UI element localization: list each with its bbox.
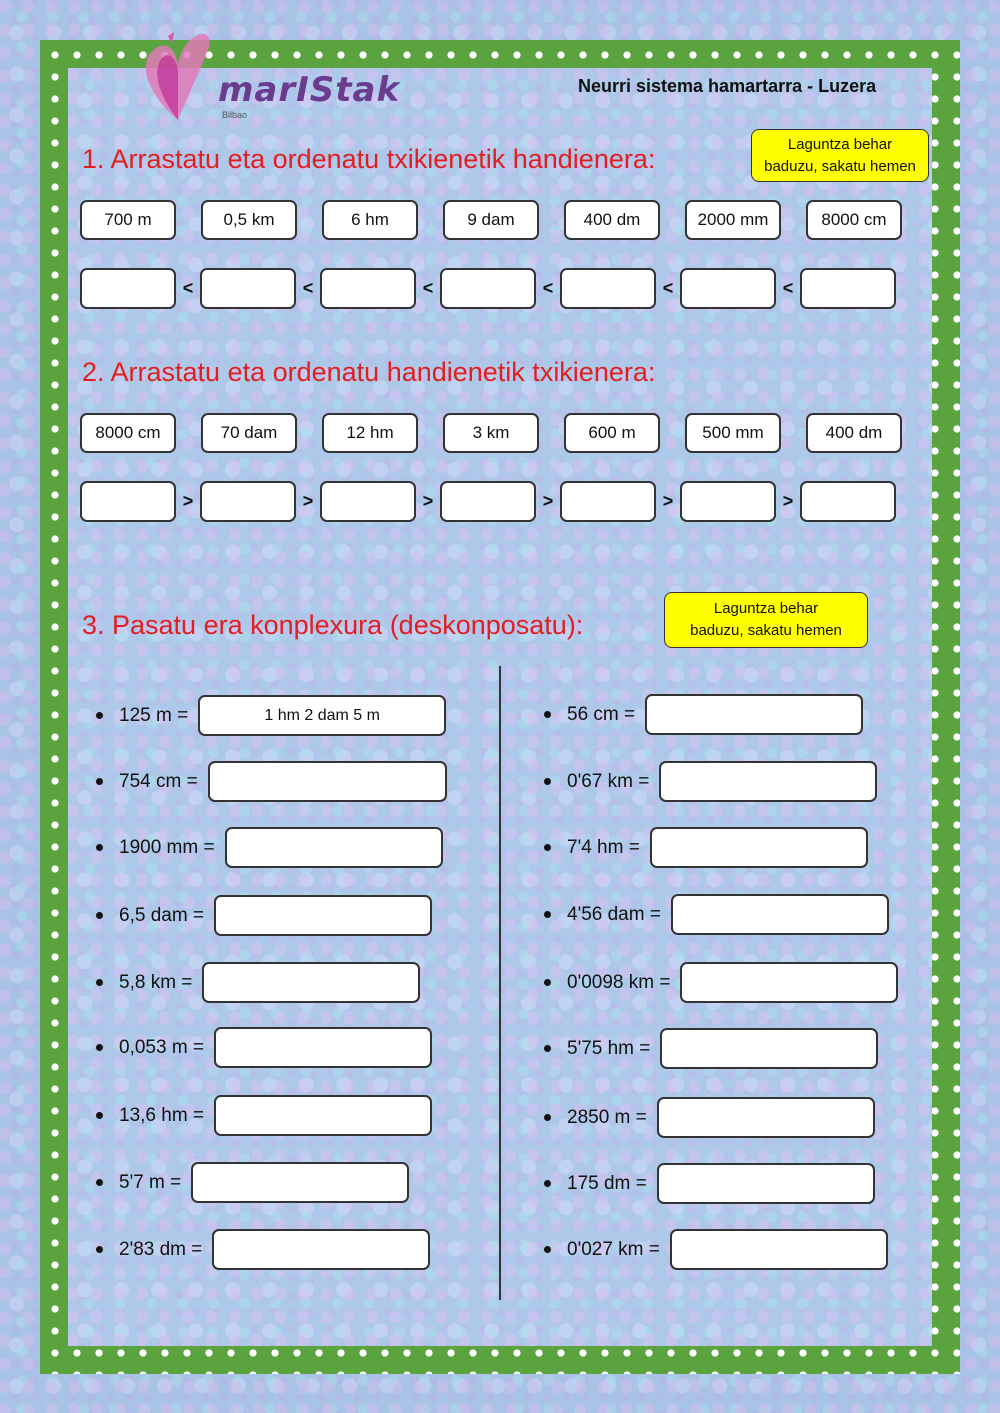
conversion-item (96, 695, 446, 736)
less-than-sign: < (422, 278, 434, 298)
section3-help-button[interactable] (664, 592, 868, 648)
drop-slot[interactable] (440, 481, 536, 522)
answer-field[interactable] (202, 962, 420, 1003)
drop-slot[interactable] (320, 481, 416, 522)
logo-text: marIStak (218, 70, 401, 110)
bullet-icon (96, 1179, 103, 1186)
item-label: 1900 mm = (119, 836, 215, 858)
conversion-item (544, 1097, 875, 1138)
answer-field[interactable] (657, 1163, 875, 1204)
conversion-item (96, 1229, 430, 1270)
maristak-logo-icon (138, 30, 218, 126)
item-label: 0,053 m = (119, 1036, 205, 1058)
drop-slot[interactable] (800, 481, 896, 522)
section2-drop-row (80, 481, 896, 522)
less-than-sign: < (542, 278, 554, 298)
conversion-item (544, 761, 877, 802)
section1-drop-row (80, 268, 896, 309)
bullet-icon (544, 911, 551, 918)
draggable-tile[interactable]: 70 dam (201, 413, 297, 453)
draggable-tile[interactable]: 12 hm (322, 413, 418, 453)
answer-field[interactable] (214, 895, 432, 936)
conversion-item (544, 894, 889, 935)
item-label: 5'7 m = (119, 1171, 182, 1193)
bullet-icon (544, 778, 551, 785)
answer-field[interactable] (650, 827, 868, 868)
item-label: 56 cm = (567, 703, 636, 725)
item-label: 4'56 dam = (567, 903, 661, 925)
item-label: 125 m = (119, 704, 189, 726)
conversion-item (96, 827, 443, 868)
section2-tiles (80, 413, 902, 453)
greater-than-sign: > (782, 491, 794, 511)
draggable-tile[interactable]: 2000 mm (685, 200, 781, 240)
draggable-tile[interactable]: 500 mm (685, 413, 781, 453)
bullet-icon (544, 1246, 551, 1253)
item-label: 2'83 dm = (119, 1238, 203, 1260)
bullet-icon (544, 1114, 551, 1121)
drop-slot[interactable] (560, 481, 656, 522)
answer-field[interactable] (208, 761, 447, 802)
section1-title: 1. Arrastatu eta ordenatu txikienetik handienera: (82, 144, 656, 174)
draggable-tile[interactable]: 9 dam (443, 200, 539, 240)
bullet-icon (96, 979, 103, 986)
item-label: 7'4 hm = (567, 836, 640, 858)
help-label-line1: Laguntza behar (713, 600, 819, 617)
conversion-item (544, 1163, 875, 1204)
greater-than-sign: > (182, 491, 194, 511)
item-label: 175 dm = (567, 1172, 647, 1194)
conversion-item (96, 1095, 432, 1136)
help-label-line2: baduzu, sakatu hemen (764, 157, 916, 175)
drop-slot[interactable] (200, 481, 296, 522)
conversion-item (544, 827, 868, 868)
bullet-icon (544, 711, 551, 718)
less-than-sign: < (302, 278, 314, 298)
drop-slot[interactable] (680, 481, 776, 522)
answer-field[interactable] (670, 1229, 888, 1270)
logo-subtitle: Bilbao (222, 110, 248, 120)
item-label: 5'75 hm = (567, 1037, 651, 1059)
draggable-tile[interactable]: 0,5 km (201, 200, 297, 240)
conversion-item (544, 1028, 878, 1069)
help-label-line1: Laguntza behar (787, 135, 893, 153)
draggable-tile[interactable]: 8000 cm (806, 200, 902, 240)
conversion-item (96, 1027, 432, 1068)
item-label: 0'0098 km = (567, 971, 671, 993)
drop-slot[interactable] (560, 268, 656, 309)
draggable-tile[interactable]: 6 hm (322, 200, 418, 240)
answer-field[interactable] (680, 962, 898, 1003)
answer-field[interactable] (660, 1028, 878, 1069)
answer-field[interactable]: 1 hm 2 dam 5 m (198, 695, 446, 736)
conversion-item (544, 1229, 888, 1270)
answer-field[interactable] (671, 894, 889, 935)
answer-field[interactable] (214, 1095, 432, 1136)
conversion-item (544, 694, 863, 735)
section1-help-button[interactable] (751, 129, 929, 182)
bullet-icon (96, 844, 103, 851)
conversion-item (544, 962, 898, 1003)
item-label: 5,8 km = (119, 971, 193, 993)
conversion-item (96, 962, 420, 1003)
bullet-icon (544, 844, 551, 851)
bullet-icon (544, 1180, 551, 1187)
drop-slot[interactable] (200, 268, 296, 309)
drop-slot[interactable] (680, 268, 776, 309)
answer-field[interactable] (225, 827, 443, 868)
conversion-item (96, 761, 447, 802)
bullet-icon (96, 712, 103, 719)
draggable-tile[interactable]: 400 dm (564, 200, 660, 240)
bullet-icon (96, 1112, 103, 1119)
less-than-sign: < (662, 278, 674, 298)
draggable-tile[interactable]: 8000 cm (80, 413, 176, 453)
item-label: 2850 m = (567, 1106, 647, 1128)
bullet-icon (96, 1044, 103, 1051)
answer-field[interactable] (214, 1027, 432, 1068)
bullet-icon (96, 1246, 103, 1253)
bullet-icon (96, 778, 103, 785)
answer-field[interactable] (645, 694, 863, 735)
less-than-sign: < (782, 278, 794, 298)
conversion-item (96, 895, 432, 936)
bullet-icon (544, 979, 551, 986)
bullet-icon (96, 912, 103, 919)
column-divider (499, 666, 501, 1300)
drop-slot[interactable] (800, 268, 896, 309)
item-label: 754 cm = (119, 770, 198, 792)
drop-slot[interactable] (320, 268, 416, 309)
item-label: 0'67 km = (567, 770, 650, 792)
answer-field[interactable] (191, 1162, 409, 1203)
draggable-tile[interactable]: 700 m (80, 200, 176, 240)
draggable-tile[interactable]: 600 m (564, 413, 660, 453)
greater-than-sign: > (662, 491, 674, 511)
help-label-line2: baduzu, sakatu hemen (690, 622, 842, 639)
section3-title: 3. Pasatu era konplexura (deskonposatu): (82, 610, 584, 640)
item-label: 0'027 km = (567, 1238, 660, 1260)
greater-than-sign: > (542, 491, 554, 511)
drop-slot[interactable] (80, 481, 176, 522)
section2-title: 2. Arrastatu eta ordenatu handienetik txikienera: (82, 357, 656, 387)
draggable-tile[interactable]: 400 dm (806, 413, 902, 453)
draggable-tile[interactable]: 3 km (443, 413, 539, 453)
drop-slot[interactable] (80, 268, 176, 309)
less-than-sign: < (182, 278, 194, 298)
answer-field[interactable] (657, 1097, 875, 1138)
item-label: 6,5 dam = (119, 904, 205, 926)
conversion-item (96, 1162, 409, 1203)
answer-field[interactable] (212, 1229, 430, 1270)
answer-field[interactable] (659, 761, 877, 802)
item-label: 13,6 hm = (119, 1104, 205, 1126)
greater-than-sign: > (302, 491, 314, 511)
greater-than-sign: > (422, 491, 434, 511)
section1-tiles (80, 200, 902, 240)
page-title: Neurri sistema hamartarra - Luzera (578, 76, 877, 96)
drop-slot[interactable] (440, 268, 536, 309)
bullet-icon (544, 1045, 551, 1052)
